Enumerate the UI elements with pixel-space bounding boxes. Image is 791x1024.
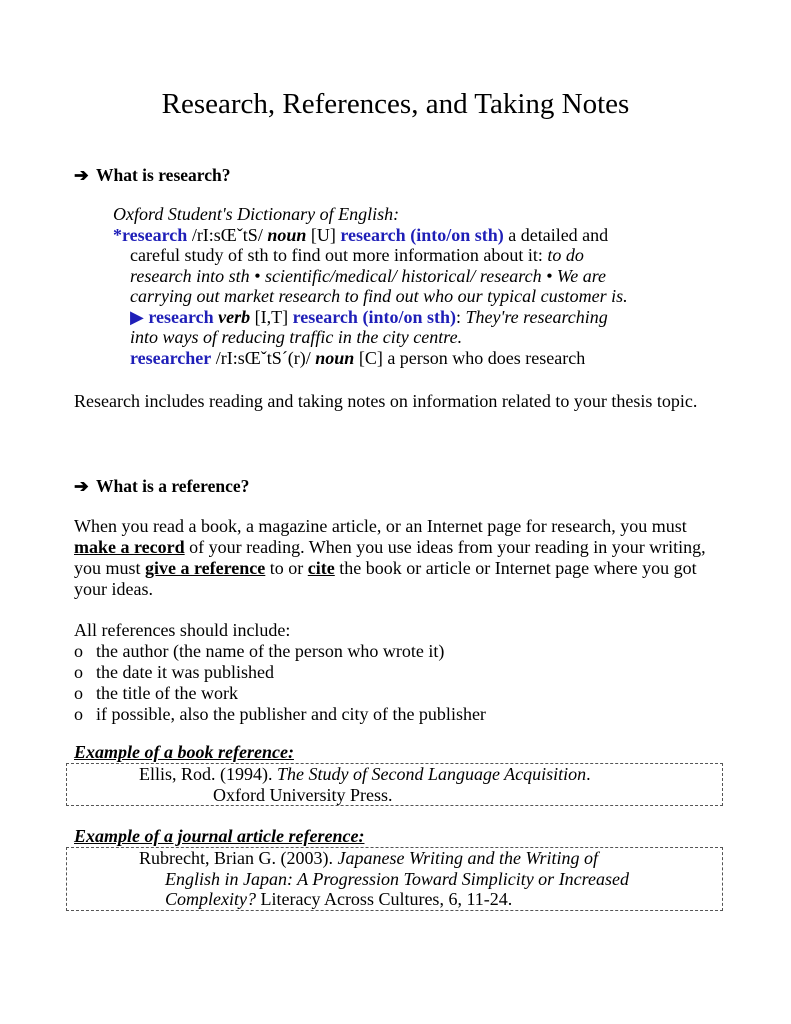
headword: researcher [130,347,212,368]
bullet-icon: o [74,662,83,682]
journal-citation-line: English in Japan: A Progression Toward Simplicity or Increased [165,868,629,889]
headword: *research [113,224,188,245]
citation-author: Rubrecht, Brian G. (2003). [139,848,338,868]
citation-author: Ellis, Rod. (1994). [139,764,277,784]
emphasis-text: cite [307,558,335,578]
example-line: carrying out market research to find out who our typical customer is. [130,286,628,306]
citation-source: Literacy Across Cultures, 6, 11-24. [255,889,513,909]
punct: : [455,306,466,327]
example-text: They're researching [465,306,608,327]
journal-citation-line [67,848,722,869]
emphasis-text: give a reference [145,558,266,578]
headword: research [340,224,406,245]
dictionary-source: Oxford Student's Dictionary of English: [113,204,400,224]
definition-text: [C] a person who does research [354,347,586,368]
arrow-icon: ➔ [74,476,89,496]
part-of-speech: noun [267,224,307,245]
punct: . [586,764,591,784]
example-text: to do [547,245,584,265]
list-item [74,683,486,704]
question-what-is-research [74,165,230,186]
list-intro: All references should include: [74,620,291,640]
paragraph-text: the book or article or Internet page where you got your ideas. [74,558,697,599]
citation-title: Complexity? [165,889,256,909]
pronunciation: /rI:sŒˇtS/ [187,224,268,245]
example-line: research into sth • scientific/medical/ historical/ research • We are [130,265,607,286]
part-of-speech: verb [218,306,251,327]
researcher-entry [113,348,726,369]
book-example-box [66,763,723,806]
punct: ( [357,306,369,327]
bullet-icon: o [74,704,83,724]
verb-entry [113,307,726,328]
book-citation-line [67,764,722,785]
book-publisher-line: Oxford University Press. [213,784,393,805]
reference-requirements [74,620,486,725]
list-item [74,704,486,725]
punct: ) [449,306,456,327]
question-text: What is a reference? [96,476,250,496]
list-item [74,641,486,662]
emphasis-text: make a record [74,537,185,557]
pronunciation: /rI:sŒˇtS´(r)/ [211,347,316,368]
preposition: into/on sth [368,306,450,327]
list-item-text: if possible, also the publisher and city of the publisher [96,704,486,724]
question-text: What is research? [96,165,231,185]
book-example-heading: Example of a book reference: [74,742,294,762]
paragraph-text: to or [265,558,308,578]
paragraph-text: of your reading. When you use ideas from your reading in your writing, you must [74,537,706,578]
definition-text: careful study of sth to find out more information about it: [130,245,548,265]
punct: ( [405,224,417,245]
list-item-text: the date it was published [96,662,274,682]
grammar-code: [I,T] [250,306,293,327]
bullet-icon: o [74,641,83,661]
reference-paragraph [74,516,724,600]
definition-line [113,245,726,266]
arrow-icon: ➔ [74,165,89,185]
journal-example-heading: Example of a journal article reference: [74,826,365,846]
dictionary-entry [113,204,726,368]
verb-headword: ▶ research [130,306,214,327]
list-item-text: the author (the name of the person who wrote it) [96,641,445,661]
journal-citation-line [67,889,722,910]
definition-text: a detailed and [503,224,609,245]
research-paragraph: Research includes reading and taking notes on information related to your thesis topic. [74,391,698,411]
list-item-text: the title of the work [96,683,238,703]
citation-title: The Study of Second Language Acquisition [277,764,587,784]
paragraph-text: When you read a book, a magazine article, or an Internet page for research, you must [74,516,687,536]
page-title: Research, References, and Taking Notes [161,88,630,120]
example-line: into ways of reducing traffic in the city centre. [130,327,463,347]
headword: research [292,306,358,327]
part-of-speech: noun [315,347,355,368]
question-what-is-a-reference [74,476,249,497]
punct: ) [497,224,504,245]
dictionary-definition [113,225,726,246]
citation-title: Japanese Writing and the Writing of [337,848,598,868]
bullet-icon: o [74,683,83,703]
list-item [74,662,486,683]
preposition: into/on sth [416,224,498,245]
journal-example-box [66,847,723,911]
grammar-code: [U] [306,224,341,245]
